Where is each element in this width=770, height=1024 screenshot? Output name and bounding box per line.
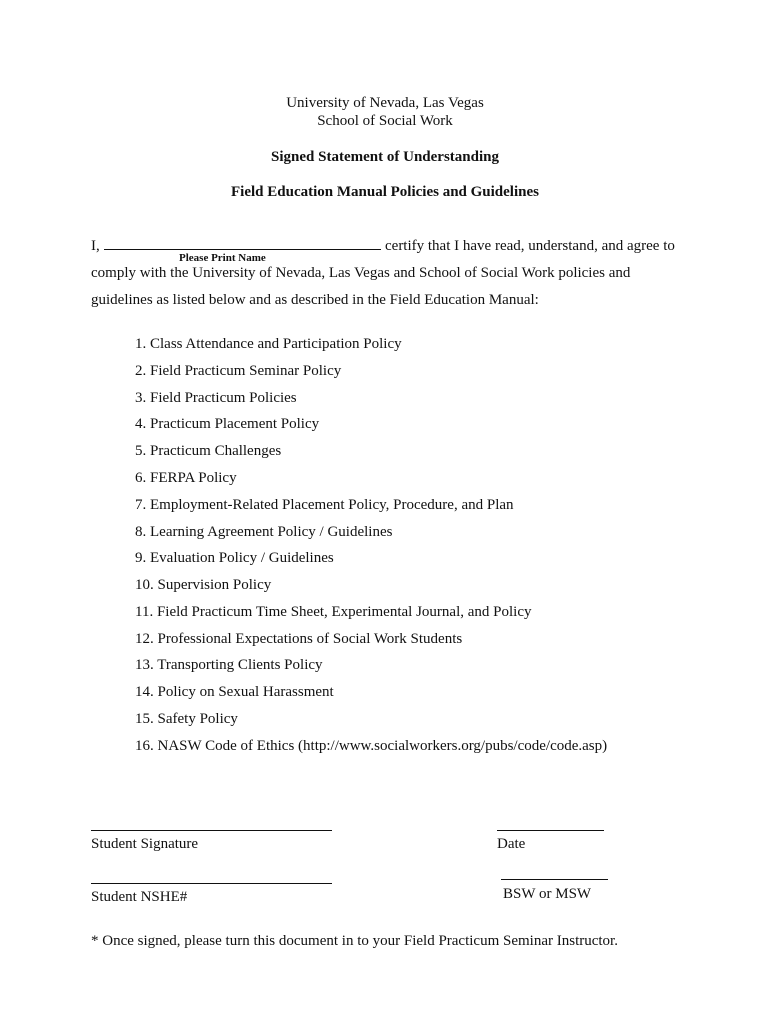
policy-item: 16. NASW Code of Ethics (http://www.socialworkers.org/pubs/code/code.asp) [135,738,608,754]
statement-suffix: certify that I have read, understand, and agree to [385,238,675,254]
policy-item: 3. Field Practicum Policies [135,390,297,406]
policy-item: 14. Policy on Sexual Harassment [135,684,334,700]
footer-note: * Once signed, please turn this document in to your Field Practicum Seminar Instructor. [91,933,618,949]
university-name: University of Nevada, Las Vegas [286,95,484,111]
document-title: Signed Statement of Understanding [271,149,499,165]
student-signature-line[interactable] [91,830,332,831]
student-nshe-label: Student NSHE# [91,889,188,905]
school-name: School of Social Work [317,113,453,129]
policy-item: 1. Class Attendance and Participation Policy [135,336,402,352]
policy-item: 7. Employment-Related Placement Policy, Procedure, and Plan [135,497,514,513]
policy-item: 8. Learning Agreement Policy / Guidelines [135,524,393,540]
policy-item: 4. Practicum Placement Policy [135,416,320,432]
statement-line-3: guidelines as listed below and as described in the Field Education Manual: [91,292,539,308]
document-subtitle: Field Education Manual Policies and Guidelines [231,184,539,200]
policy-item: 2. Field Practicum Seminar Policy [135,363,342,379]
student-nshe-line[interactable] [91,883,332,884]
policy-item: 13. Transporting Clients Policy [135,657,323,673]
policy-item: 9. Evaluation Policy / Guidelines [135,550,334,566]
policy-item: 15. Safety Policy [135,711,238,727]
program-label: BSW or MSW [503,886,592,902]
student-signature-label: Student Signature [91,836,199,852]
program-line[interactable] [501,879,608,880]
statement-prefix: I, [91,238,100,254]
statement-line-2: comply with the University of Nevada, Las Vegas and School of Social Work policies and [91,265,631,281]
policy-item: 6. FERPA Policy [135,470,237,486]
policy-item: 11. Field Practicum Time Sheet, Experimental Journal, and Policy [135,604,532,620]
date-line[interactable] [497,830,604,831]
print-name-caption: Please Print Name [179,252,266,264]
policy-item: 10. Supervision Policy [135,577,272,593]
print-name-line[interactable] [104,249,381,250]
date-label: Date [497,836,526,852]
policy-item: 5. Practicum Challenges [135,443,282,459]
policy-item: 12. Professional Expectations of Social Work Students [135,631,463,647]
